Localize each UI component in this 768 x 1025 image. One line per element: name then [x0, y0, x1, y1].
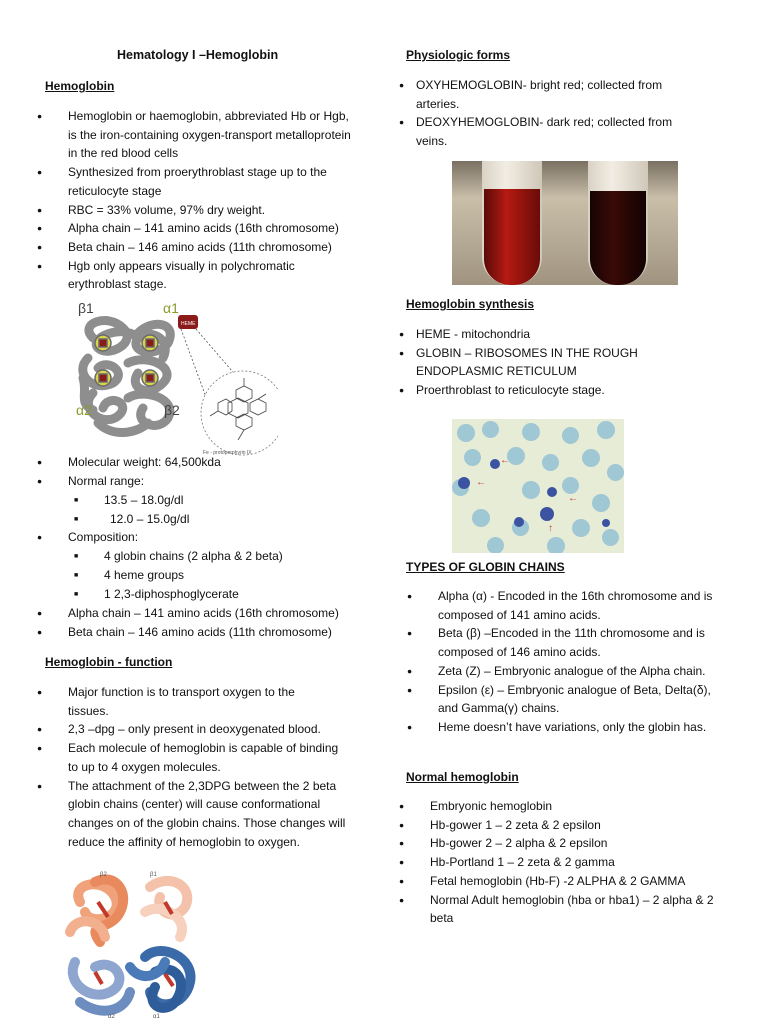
synthesis-list: [392, 325, 737, 400]
label-b1: β1: [150, 872, 157, 878]
list-item: ● Hgb only appears visually in polychromatic erythroblast stage.: [30, 257, 360, 294]
composition-item: ■ 4 globin chains (2 alpha & 2 beta): [30, 547, 360, 566]
list-item: ● Heme doesn’t have variations, only the globin has.: [400, 718, 730, 737]
hemoglobin-structure-figure: [68, 298, 278, 458]
blood-tubes-photo: [452, 161, 678, 285]
list-item: ● The attachment of the 2,3DPG between the 2 beta globin chains (center) will cause conformational changes on of the globin chains. Those changes will reduce the affinity of hemoglobin to oxygen.: [30, 777, 365, 852]
blood-smear-photo: ← ← ↑ ←: [452, 419, 624, 553]
list-item: ● Beta (β) –Encoded in the 11th chromosome and is composed of 146 amino acids.: [400, 624, 730, 661]
label-alpha1: α1: [163, 300, 179, 316]
physiologic-list: [392, 76, 737, 151]
section-heading-function: Hemoglobin - function: [45, 655, 173, 669]
composition-list: [30, 547, 360, 604]
list-item: ● Beta chain – 146 amino acids (11th chromosome): [30, 238, 360, 257]
range-item: ■ 12.0 – 15.0g/dl: [30, 510, 360, 529]
list-item: ● Alpha (α) - Encoded in the 16th chromosome and is composed of 141 amino acids.: [400, 587, 730, 624]
list-item: ● Hb-gower 1 – 2 zeta & 2 epsilon: [392, 816, 737, 835]
hemoglobin-tetramer-diagram: [68, 298, 278, 458]
section-heading-types: TYPES OF GLOBIN CHAINS: [406, 560, 565, 574]
list-item: ● Major function is to transport oxygen to the tissues.: [30, 683, 365, 720]
list-item: ● Molecular weight: 64,500kda: [30, 453, 360, 472]
normal-hemoglobin-list: [392, 797, 737, 928]
label-a2: α2: [108, 1014, 115, 1020]
list-item: ● Normal Adult hemoglobin (hba or hba1) – 2 alpha & 2 beta: [392, 891, 737, 928]
list-item: ● Alpha chain – 141 amino acids (16th chromosome): [30, 219, 360, 238]
list-item: ● Epsilon (ε) – Embryonic analogue of Beta, Delta(δ), and Gamma(γ) chains.: [400, 681, 730, 718]
oxyhemoglobin-blood: [484, 189, 540, 285]
range-list: [30, 491, 360, 529]
list-item: ● Beta chain – 146 amino acids (11th chromosome): [30, 623, 360, 642]
figure-caption: Fe - protoporphyrin IX: [203, 450, 252, 456]
list-item: ● Normal range:: [30, 472, 360, 491]
chain-list: [30, 604, 360, 641]
composition-item: ■ 4 heme groups: [30, 566, 360, 585]
list-item: ● Fetal hemoglobin (Hb-F) -2 ALPHA & 2 GAMMA: [392, 872, 737, 891]
label-b2: β2: [100, 872, 107, 878]
label-beta1: β1: [78, 300, 94, 316]
types-list: [400, 587, 730, 737]
composition-heading-list: [30, 528, 360, 547]
hemoglobin-list: [30, 107, 360, 294]
page-title: Hematology I –Hemoglobin: [117, 48, 279, 62]
label-alpha2: α2: [76, 402, 92, 418]
properties-list: [30, 453, 360, 490]
list-item: ● HEME - mitochondria: [392, 325, 737, 344]
deoxyhemoglobin-blood: [590, 191, 646, 285]
section-heading-synthesis: Hemoglobin synthesis: [406, 297, 535, 311]
list-item: ● Alpha chain – 141 amino acids (16th chromosome): [30, 604, 360, 623]
function-list: [30, 683, 365, 851]
list-item: ● Synthesized from proerythroblast stage up to the reticulocyte stage: [30, 163, 360, 200]
list-item: ● Proerthroblast to reticulocyte stage.: [392, 381, 737, 400]
heme-tag-label: HEME: [181, 321, 196, 327]
composition-item: ■ 1 2,3-diphosphoglycerate: [30, 585, 360, 604]
section-heading-normal: Normal hemoglobin: [406, 770, 519, 784]
list-item: ● Zeta (Z) – Embryonic analogue of the Alpha chain.: [400, 662, 730, 681]
list-item: ● Each molecule of hemoglobin is capable of binding to up to 4 oxygen molecules.: [30, 739, 365, 776]
label-a1: α1: [153, 1014, 160, 1020]
list-item: ● DEOXYHEMOGLOBIN- dark red; collected from veins.: [392, 113, 737, 150]
list-item: ● Composition:: [30, 528, 360, 547]
hemoglobin-ribbon-figure: [60, 862, 210, 1022]
list-item: ● Hb-Portland 1 – 2 zeta & 2 gamma: [392, 853, 737, 872]
list-item: ● 2,3 –dpg – only present in deoxygenated blood.: [30, 720, 365, 739]
list-item: ● Hb-gower 2 – 2 alpha & 2 epsilon: [392, 834, 737, 853]
list-item: ● Embryonic hemoglobin: [392, 797, 737, 816]
list-item: ● GLOBIN – RIBOSOMES IN THE ROUGH ENDOPLASMIC RETICULUM: [392, 344, 737, 381]
range-item: ■ 13.5 – 18.0g/dl: [30, 491, 360, 510]
hemoglobin-ribbon-diagram: [60, 862, 210, 1022]
label-beta2: β2: [164, 402, 180, 418]
list-item: ● Hemoglobin or haemoglobin, abbreviated Hb or Hgb, is the iron-containing oxygen-transport metalloprotein in the red blood cells: [30, 107, 360, 163]
list-item: ● RBC = 33% volume, 97% dry weight.: [30, 201, 360, 220]
list-item: ● OXYHEMOGLOBIN- bright red; collected from arteries.: [392, 76, 737, 113]
section-heading-hemoglobin: Hemoglobin: [45, 79, 115, 93]
section-heading-physiologic: Physiologic forms: [406, 48, 511, 62]
